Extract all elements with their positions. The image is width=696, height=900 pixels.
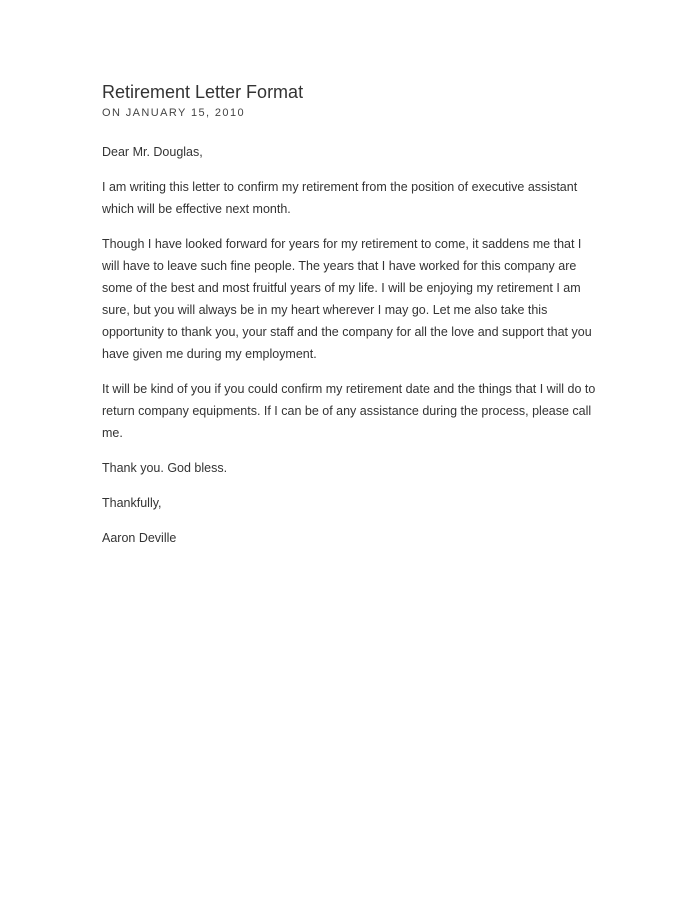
salutation: Dear Mr. Douglas,	[102, 145, 203, 159]
paragraph-1: I am writing this letter to confirm my retirement from the position of executive assistant which will be effective next month.	[102, 180, 578, 216]
paragraph-4: Thank you. God bless.	[102, 461, 228, 475]
letter-page	[102, 80, 598, 562]
letter-title: Retirement Letter Format	[102, 82, 304, 102]
closing: Thankfully,	[102, 496, 162, 510]
paragraph-2: Though I have looked forward for years for my retirement to come, it saddens me that I will have to leave such fine people. The years that I have worked for this company are some of the best and most fruitful years of my life. I will be enjoying my retirement I am sure, but you will always be in my heart wherever I may go. Let me also take this opportunity to thank you, your staff and the company for all the love and support that you have given me during my employment.	[102, 237, 592, 361]
signature: Aaron Deville	[102, 531, 177, 545]
letter-body	[102, 141, 598, 549]
letter-date: ON JANUARY 15, 2010	[102, 107, 245, 119]
paragraph-3: It will be kind of you if you could confirm my retirement date and the things that I will do to return company equipments. If I can be of any assistance during the process, please call me.	[102, 382, 596, 440]
